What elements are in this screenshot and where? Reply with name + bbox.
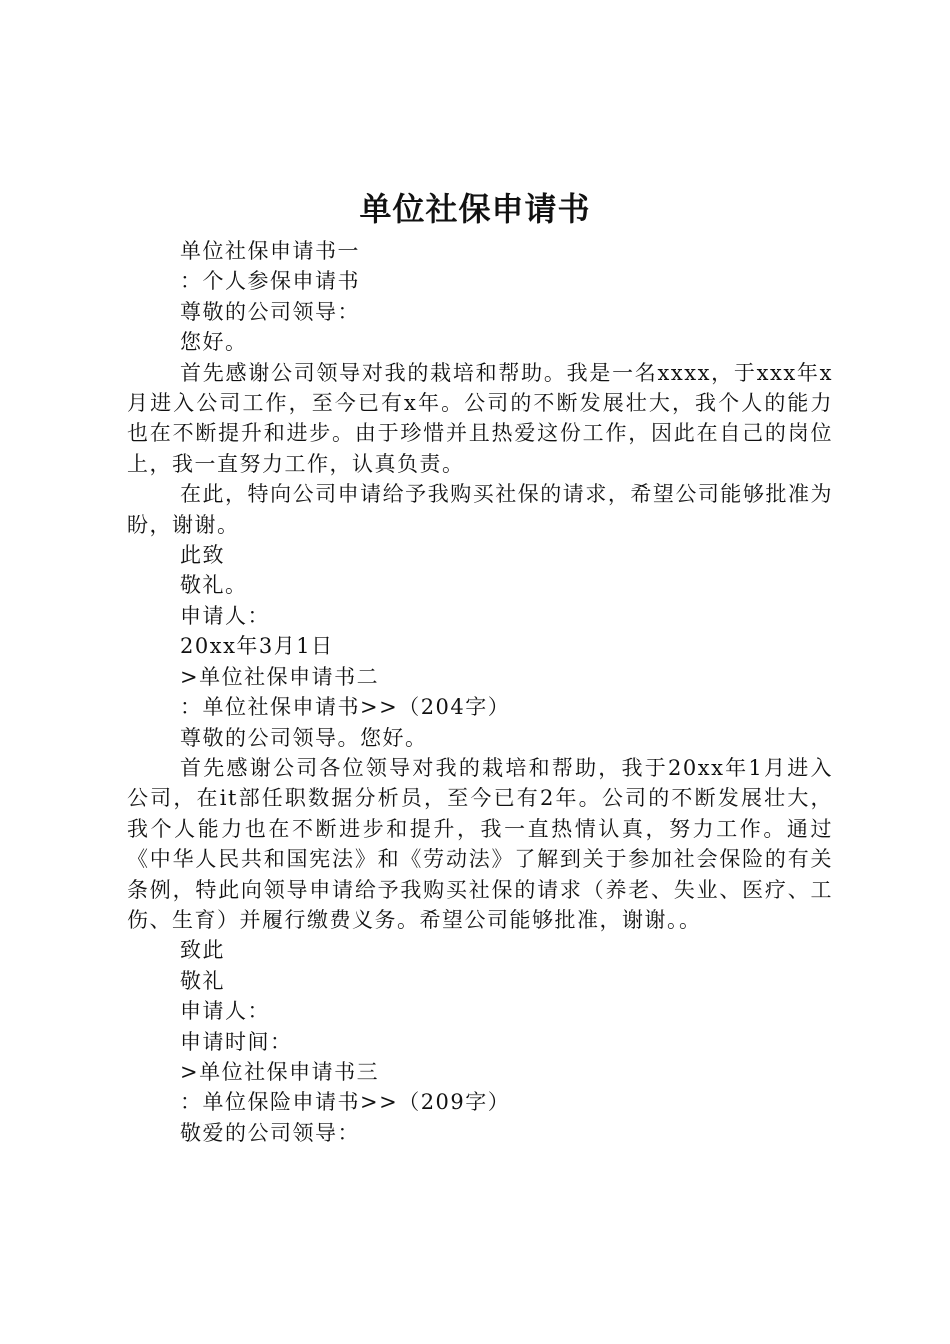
date-line: 申请时间： (180, 1029, 293, 1054)
section-subtitle-3: ：单位保险申请书>>（209字） (180, 1090, 511, 1115)
salutation: 尊敬的公司领导： (180, 299, 360, 324)
greeting: 您好。 (180, 330, 248, 355)
signature-line: 申请人： (180, 999, 270, 1024)
signature-line: 申请人： (180, 603, 270, 628)
closing-line: 此致 (180, 543, 225, 568)
body-paragraph: 首先感谢公司领导对我的栽培和帮助。我是一名xxxx，于xxx年x月进入公司工作，至今已有x年。公司的不断发展壮大，我个人的能力也在不断提升和进步。由于珍惜并且热爱这份工作，因此在自己的岗位上，我一直努力工作，认真负责。 (127, 360, 833, 476)
salutation: 尊敬的公司领导。您好。 (180, 725, 428, 750)
document-title: 单位社保申请书 (359, 190, 591, 228)
closing-line: 敬礼 (180, 968, 225, 993)
closing-line: 敬礼。 (180, 573, 248, 598)
section-heading-2: >单位社保申请书二 (180, 664, 380, 689)
section-subtitle-1: ：个人参保申请书 (180, 269, 360, 294)
section-heading-1: 单位社保申请书一 (180, 239, 360, 263)
section-subtitle-2: ：单位社保申请书>>（204字） (180, 695, 511, 720)
closing-line: 致此 (180, 938, 225, 963)
section-heading-3: >单位社保申请书三 (180, 1059, 380, 1084)
document-body (127, 236, 833, 1148)
date-line: 20xx年3月1日 (180, 634, 334, 659)
body-paragraph: 在此，特向公司申请给予我购买社保的请求，希望公司能够批准为盼，谢谢。 (127, 482, 833, 537)
salutation: 敬爱的公司领导： (180, 1120, 360, 1145)
body-paragraph: 首先感谢公司各位领导对我的栽培和帮助，我于20xx年1月进入公司，在it部任职数据分析员，至今已有2年。公司的不断发展壮大，我个人能力也在不断进步和提升，我一直热情认真，努力工作。通过《中华人民共和国宪法》和《劳动法》了解到关于参加社会保险的有关条例，特此向领导申请给予我购买社保的请求（养老、失业、医疗、工伤、生育）并履行缴费义务。希望公司能够批准，谢谢。。 (127, 755, 833, 932)
